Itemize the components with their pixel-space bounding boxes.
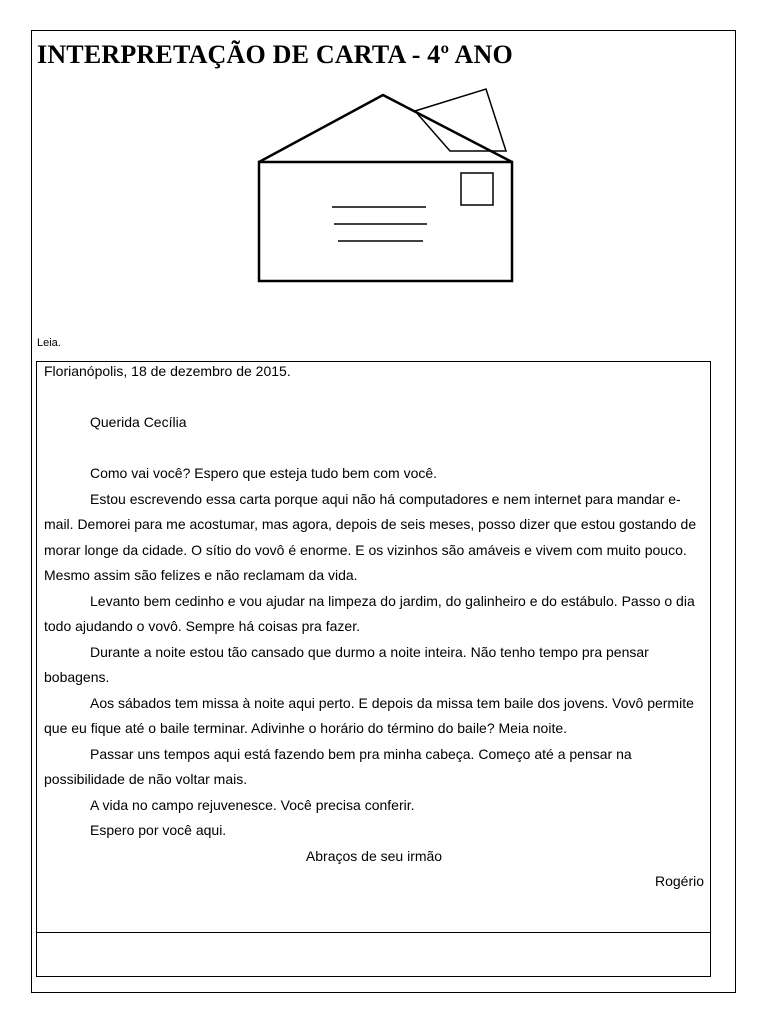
letter-footer-box	[37, 932, 710, 976]
letter-paragraph: Levanto bem cedinho e vou ajudar na limpeza do jardim, do galinheiro e do estábulo. Passo o dia todo ajudando o vovô. Sempre há coisas pra fazer.	[44, 592, 695, 634]
letter-text	[44, 359, 704, 895]
letter-paragraph: Passar uns tempos aqui está fazendo bem pra minha cabeça. Começo até a pensar na possibilidade de não voltar mais.	[44, 745, 632, 787]
letter-paragraph: A vida no campo rejuvenesce. Você precisa conferir.	[90, 796, 415, 813]
envelope-illustration	[250, 85, 522, 290]
letter-paragraph: Aos sábados tem missa à noite aqui perto. E depois da missa tem baile dos jovens. Vovô permite que eu fique até o baile terminar. Adivinhe o horário do término do baile? Meia noite.	[44, 694, 694, 736]
letter-closing: Abraços de seu irmão	[305, 847, 443, 864]
page-title: INTERPRETAÇÃO DE CARTA - 4º ANO	[37, 40, 513, 69]
letter-signature: Rogério	[654, 873, 704, 889]
letter-greeting: Querida Cecília	[90, 414, 187, 430]
letter-paragraph: Como vai você? Espero que esteja tudo bem com você.	[90, 465, 438, 481]
letter-place-date: Florianópolis, 18 de dezembro de 2015.	[44, 363, 291, 379]
letter-paragraph: Espero por você aqui.	[90, 822, 227, 838]
letter-paragraph: Durante a noite estou tão cansado que durmo a noite inteira. Não tenho tempo pra pensar bobagens.	[44, 643, 649, 685]
instruction-label: Leia.	[37, 337, 61, 349]
letter-paragraph: Estou escrevendo essa carta porque aqui não há computadores e nem internet para mandar e-mail. Demorei para me acostumar, mas agora, depois de seis meses, posso dizer que estou gostando de morar longe da cidade. O sítio do vovô é enorme. E os vizinhos são amáveis e vivem com muito pouco. Mesmo assim são felizes e não reclamam da vida.	[44, 490, 697, 583]
